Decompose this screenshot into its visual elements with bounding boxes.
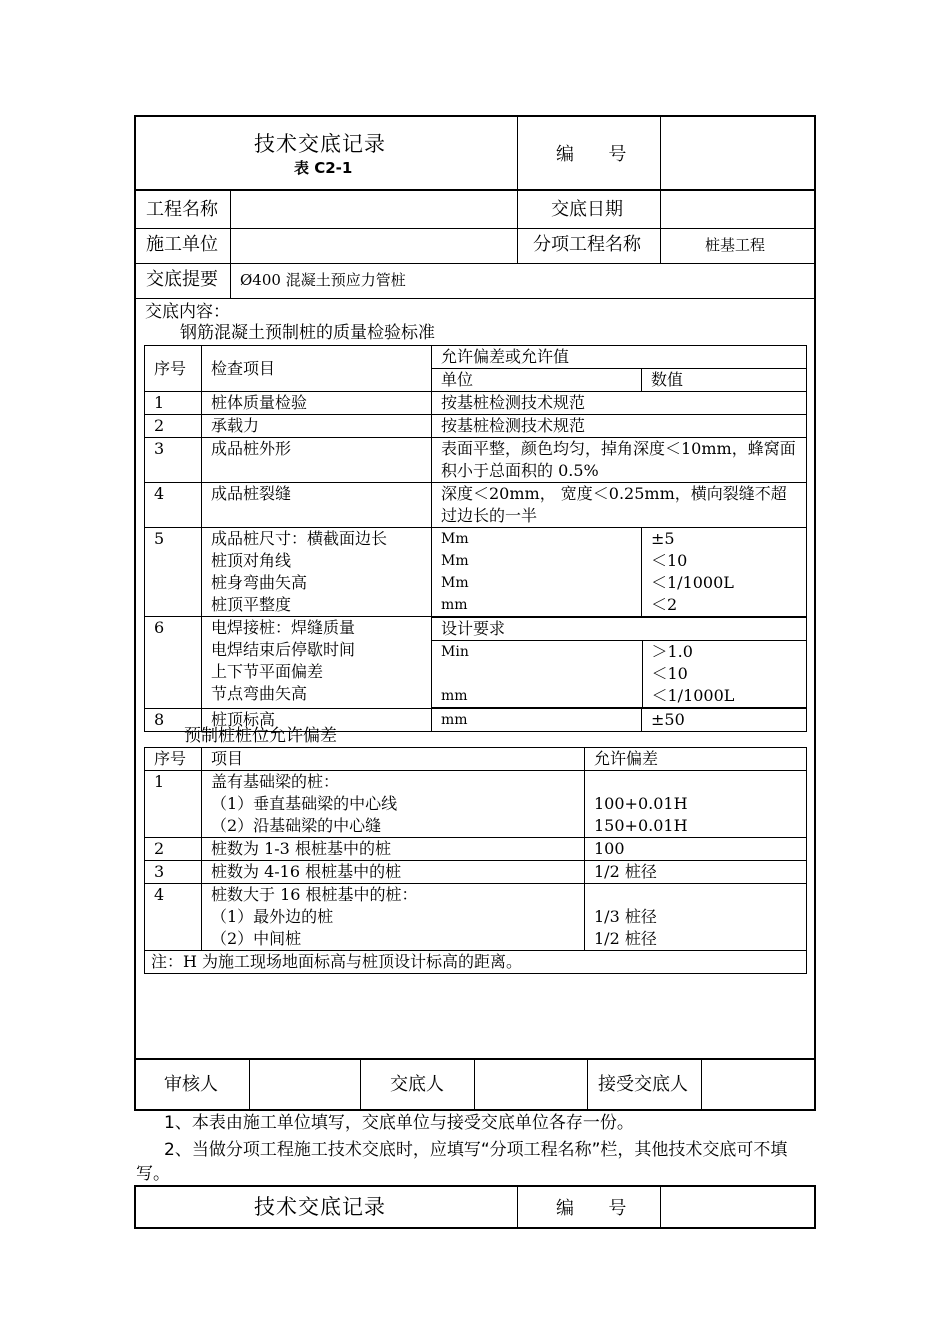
row-seq: 2 <box>145 838 202 861</box>
table2-title: 预制桩桩位允许偏差 <box>184 726 337 746</box>
table-row <box>145 438 807 483</box>
value-line: 1/3 桩径 <box>594 907 657 926</box>
sub-project-label: 分项工程名称 <box>533 234 641 255</box>
row-spec: 按基桩检测技术规范 <box>432 415 807 438</box>
item-line: 桩顶对角线 <box>211 551 292 570</box>
divider <box>134 298 816 299</box>
item-line: 成品桩尺寸：横截面边长 <box>211 529 388 548</box>
item-line: 上下节平面偏差 <box>211 662 324 681</box>
divider <box>701 1058 702 1110</box>
table-row <box>145 528 807 617</box>
row-value: 100 <box>585 838 807 861</box>
item-line: 桩顶平整度 <box>211 595 292 614</box>
pile-position-table <box>144 747 807 974</box>
row-value <box>585 771 807 838</box>
row-seq: 4 <box>145 884 202 951</box>
date-label: 交底日期 <box>551 199 623 220</box>
header-value: 数值 <box>642 369 807 392</box>
divider <box>517 115 518 264</box>
table-row <box>145 617 807 709</box>
footnote: 1、本表由施工单位填写，交底单位与接受交底单位各存一份。 <box>164 1113 634 1133</box>
value-line: 100+0.01H <box>594 794 688 813</box>
row-item: 成品桩裂缝 <box>202 483 432 528</box>
unit-line: Mm <box>441 575 469 591</box>
row-seq: 4 <box>145 483 202 528</box>
table-row <box>145 884 807 951</box>
row-item: 桩顶标高 <box>202 709 432 732</box>
item-line: （2）中间桩 <box>211 929 302 948</box>
row-item: 成品桩外形 <box>202 438 432 483</box>
row-item <box>202 884 585 951</box>
row-seq: 1 <box>145 392 202 415</box>
unit-line: mm <box>441 597 468 613</box>
row-seq: 1 <box>145 771 202 838</box>
row-value: ±50 <box>642 709 807 732</box>
value-line: ＜1/1000L <box>651 573 734 592</box>
summary-value[interactable]: Ø400 混凝土预应力管桩 <box>240 271 406 289</box>
header-unit: 单位 <box>432 369 642 392</box>
row-unit <box>432 641 642 708</box>
subtable-row <box>432 641 807 708</box>
header-allowance: 允许偏差或允许值 <box>432 346 807 369</box>
number-label: 编 号 <box>556 144 627 165</box>
value-line: ＜1/1000L <box>651 686 735 705</box>
row-spec: 表面平整，颜色均匀，掉角深度＜10mm，蜂窝面积小于总面积的 0.5% <box>432 438 807 483</box>
subtable-row <box>432 618 807 641</box>
header-allowance: 允许偏差 <box>585 748 807 771</box>
row-spec: 按基桩检测技术规范 <box>432 392 807 415</box>
divider <box>249 1058 250 1110</box>
divider <box>134 1058 816 1060</box>
table1-title: 钢筋混凝土预制桩的质量检验标准 <box>180 323 435 343</box>
row-value <box>585 884 807 951</box>
row-allowance <box>432 617 807 709</box>
table-header-row <box>145 346 807 369</box>
value-line: ±5 <box>651 529 675 548</box>
divider <box>360 1058 361 1110</box>
table-note: 注：H 为施工现场地面标高与桩顶设计标高的距离。 <box>145 951 807 974</box>
row-seq: 3 <box>145 861 202 884</box>
row-value <box>642 641 807 708</box>
value-line <box>594 884 806 906</box>
table-row <box>145 771 807 838</box>
next-number-label: 编 号 <box>556 1198 627 1219</box>
row-item: 桩数为 1-3 根桩基中的桩 <box>202 838 585 861</box>
table-row <box>145 415 807 438</box>
row-seq: 2 <box>145 415 202 438</box>
row-value: 1/2 桩径 <box>585 861 807 884</box>
reviewer-label: 审核人 <box>164 1074 218 1095</box>
value-line <box>594 771 806 793</box>
item-line: 电焊接桩：焊缝质量 <box>211 618 356 637</box>
construction-unit-label: 施工单位 <box>146 234 218 255</box>
row-unit: mm <box>432 709 642 732</box>
divider <box>134 228 816 229</box>
row-spec: 深度＜20mm， 宽度＜0.25mm，横向裂缝不超过边长的一半 <box>432 483 807 528</box>
item-line: （1）垂直基础梁的中心线 <box>211 794 398 813</box>
value-line: ＞1.0 <box>651 642 693 661</box>
project-name-label: 工程名称 <box>146 199 218 220</box>
unit-line: Mm <box>441 553 469 569</box>
item-line: （2）沿基础梁的中心缝 <box>211 816 382 835</box>
item-line: 盖有基础梁的桩： <box>211 772 340 791</box>
row-seq: 6 <box>145 617 202 709</box>
value-line: 150+0.01H <box>594 816 688 835</box>
value-line: ＜2 <box>651 595 678 614</box>
item-line: （1）最外边的桩 <box>211 907 334 926</box>
row-item <box>202 771 585 838</box>
divider <box>134 263 816 264</box>
row-seq: 3 <box>145 438 202 483</box>
form-title: 技术交底记录 <box>254 132 386 156</box>
divider <box>134 189 816 191</box>
unit-line: Min <box>441 644 469 660</box>
unit-line: Mm <box>441 531 469 547</box>
value-line: ＜10 <box>651 664 688 683</box>
row-spec: 设计要求 <box>432 618 807 641</box>
row-item <box>202 528 432 617</box>
item-line: 桩身弯曲矢高 <box>211 573 308 592</box>
discloser-label: 交底人 <box>390 1074 444 1095</box>
sub-project-value[interactable]: 桩基工程 <box>705 236 766 254</box>
table-row <box>145 838 807 861</box>
next-header-border <box>134 1185 816 1229</box>
summary-label: 交底提要 <box>146 269 218 290</box>
footnote: 2、当做分项工程施工技术交底时，应填写“分项工程名称”栏，其他技术交底可不填写。 <box>136 1140 788 1184</box>
row-unit <box>432 528 642 617</box>
item-line: 桩数大于 16 根桩基中的桩： <box>211 885 418 904</box>
table-row <box>145 861 807 884</box>
header-item: 检查项目 <box>202 346 432 392</box>
unit-line <box>441 663 642 685</box>
divider <box>230 189 231 299</box>
header-seq: 序号 <box>145 346 202 392</box>
row-item: 桩体质量检验 <box>202 392 432 415</box>
receiver-label: 接受交底人 <box>598 1074 688 1095</box>
table-row <box>145 483 807 528</box>
quality-standard-table <box>144 345 807 732</box>
unit-line: mm <box>441 688 468 704</box>
row-item: 桩数为 4-16 根桩基中的桩 <box>202 861 585 884</box>
header-seq: 序号 <box>145 748 202 771</box>
row-seq: 8 <box>145 709 202 732</box>
item-line: 电焊结束后停歇时间 <box>211 640 356 659</box>
content-label: 交底内容： <box>145 302 230 322</box>
table-row <box>145 392 807 415</box>
row-item: 承载力 <box>202 415 432 438</box>
item-line: 节点弯曲矢高 <box>211 684 308 703</box>
row-value <box>642 528 807 617</box>
header-item: 项目 <box>202 748 585 771</box>
allowance-subtable <box>432 617 807 708</box>
value-line: 1/2 桩径 <box>594 929 657 948</box>
table-note-row <box>145 951 807 974</box>
divider <box>660 115 661 264</box>
divider <box>517 1185 518 1229</box>
form-code: 表 C2-1 <box>294 159 353 177</box>
next-form-title: 技术交底记录 <box>254 1195 386 1219</box>
divider <box>587 1058 588 1110</box>
table-header-row <box>145 748 807 771</box>
divider <box>474 1058 475 1110</box>
divider <box>660 1185 661 1229</box>
value-line: ＜10 <box>651 551 688 570</box>
row-seq: 5 <box>145 528 202 617</box>
row-item <box>202 617 432 709</box>
